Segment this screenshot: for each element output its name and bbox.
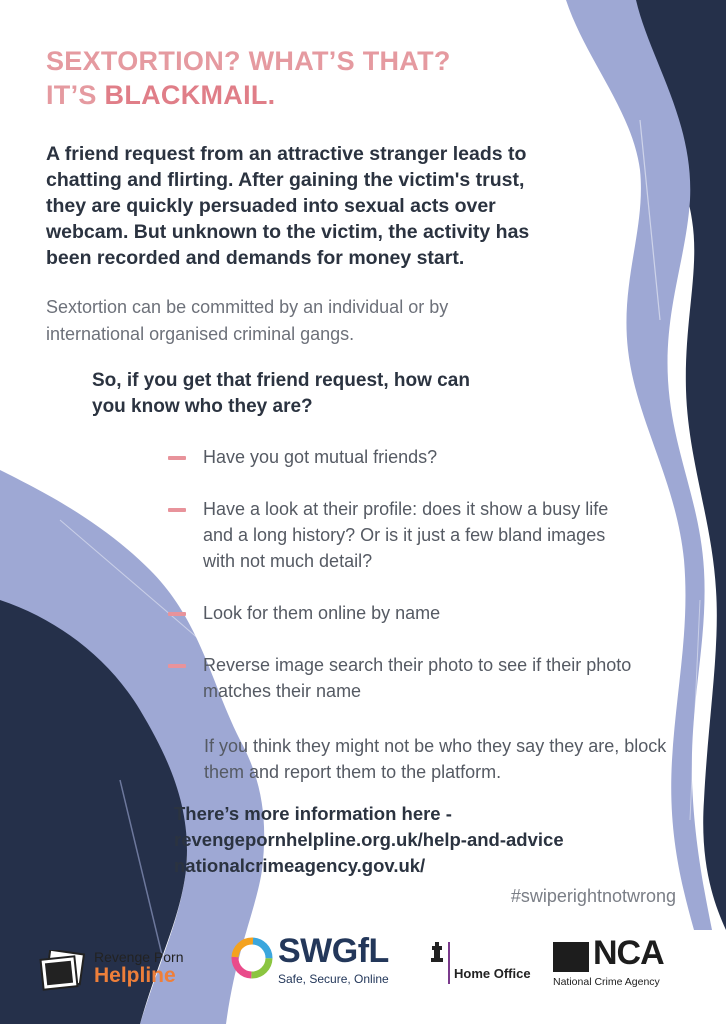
list-item xyxy=(168,496,633,574)
dash-bullet-icon xyxy=(168,664,186,668)
tip-text: Look for them online by name xyxy=(203,603,441,623)
swgfl-ring-icon xyxy=(230,932,274,984)
list-item xyxy=(168,600,633,626)
nca-full-name: National Crime Agency xyxy=(553,976,660,988)
question-heading: So, if you get that friend request, how can you know who they are? xyxy=(92,370,470,417)
home-office-logo xyxy=(428,940,534,990)
more-info xyxy=(174,801,644,879)
link-revengepornhelpline[interactable]: revengepornhelpline.org.uk/help-and-advice xyxy=(174,829,564,850)
headline xyxy=(46,44,451,112)
tip-text: Reverse image search their photo to see if their photo matches their name xyxy=(203,655,632,701)
headline-line-1: SEXTORTION? WHAT’S THAT? xyxy=(46,46,451,76)
swgfl-tagline: Safe, Secure, Online xyxy=(278,972,389,986)
nca-abbr: NCA xyxy=(593,934,664,972)
more-info-heading: There’s more information here - xyxy=(174,803,452,824)
headline-emphasis: BLACKMAIL. xyxy=(104,80,276,110)
sub-paragraph: Sextortion can be committed by an individual or by international organised criminal gangs. xyxy=(46,297,449,344)
headline-prefix: IT’S xyxy=(46,80,105,110)
hashtag: #swiperightnotwrong xyxy=(510,886,676,906)
tip-text: Have a look at their profile: does it show a busy life and a long history? Or is it just a few bland images with not much detail? xyxy=(203,499,609,571)
dash-bullet-icon xyxy=(168,508,186,512)
swgfl-name: SWGfL xyxy=(278,932,389,970)
dash-bullet-icon xyxy=(168,456,186,460)
nca-crest-icon xyxy=(553,942,589,972)
advice-paragraph: If you think they might not be who they say they are, block them and report them to the platform. xyxy=(204,736,667,782)
tip-text: Have you got mutual friends? xyxy=(203,447,438,467)
rph-line-2: Helpline xyxy=(94,964,176,987)
list-item xyxy=(168,652,633,704)
swgfl-logo xyxy=(226,930,402,994)
list-item xyxy=(168,444,633,470)
revenge-porn-helpline-logo xyxy=(38,944,208,994)
dash-bullet-icon xyxy=(168,612,186,616)
intro-paragraph: A friend request from an attractive stranger leads to chatting and flirting. After gaining the victim's trust, they are quickly persuaded into sexual acts over webcam. But unknown to the victim, the activity has been recorded and demands for money start. xyxy=(46,143,530,269)
home-office-label: Home Office xyxy=(454,966,531,981)
photo-stack-icon xyxy=(38,950,88,992)
link-nationalcrimeagency[interactable]: nationalcrimeagency.gov.uk/ xyxy=(174,855,426,876)
rph-line-1: Revenge Porn xyxy=(94,949,184,965)
home-office-divider xyxy=(448,942,450,984)
crown-crest-icon xyxy=(430,942,444,964)
headline-line-2 xyxy=(46,78,451,112)
nca-logo xyxy=(553,934,687,992)
